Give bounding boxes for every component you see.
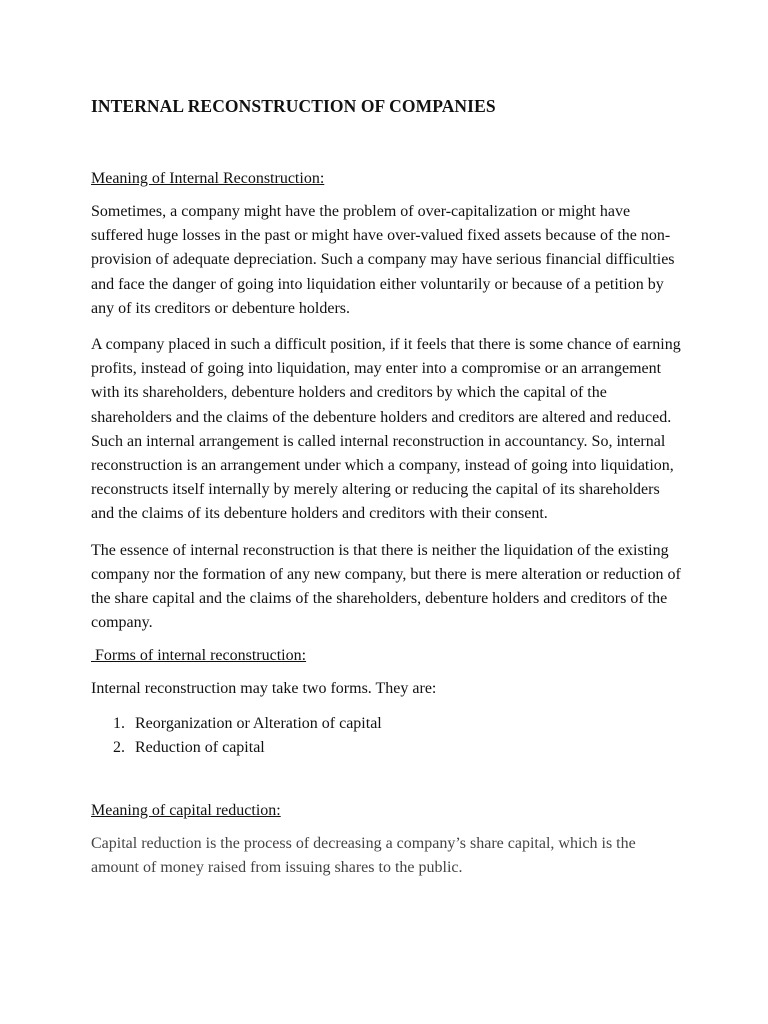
forms-intro: Internal reconstruction may take two forms. They are:: [91, 680, 437, 698]
list-item-number: 1.: [113, 714, 125, 732]
meaning-heading: Meaning of Internal Reconstruction:: [91, 170, 325, 187]
capital-reduction-heading: Meaning of capital reduction:: [91, 801, 281, 819]
list-item-text: Reorganization or Alteration of capital: [135, 714, 382, 732]
list-item-text: Reduction of capital: [135, 738, 265, 756]
forms-list: [91, 712, 688, 760]
list-item-number: 2.: [113, 738, 125, 756]
capital-reduction-paragraph: Capital reduction is the process of decreasing a company’s share capital, which is the amount of money raised from issuing shares to the public.: [91, 834, 636, 876]
meaning-paragraph-3: The essence of internal reconstruction is that there is neither the liquidation of the existing company nor the formation of any new company, but there is mere alteration or reduction of the share capital and the claims of the shareholders, debenture holders and creditors of the company.: [91, 541, 681, 632]
document-title: INTERNAL RECONSTRUCTION OF COMPANIES: [91, 96, 496, 116]
list-item: [91, 736, 688, 760]
forms-heading: Forms of internal reconstruction:: [91, 647, 307, 665]
meaning-paragraph-2: A company placed in such a difficult position, if it feels that there is some chance of earning profits, instead of going into liquidation, may enter into a compromise or an arrangement with its shareholders, debenture holders and creditors by which the capital of the shareholders and the claims of the debenture holders and creditors are altered and reduced. Such an internal arrangement is called internal reconstruction in accountancy. So, internal reconstruction is an arrangement under which a company, instead of going into liquidation, reconstructs itself internally by merely altering or reducing the capital of its shareholders and the claims of its debenture holders and creditors with their consent.: [91, 336, 681, 523]
meaning-paragraph-1: Sometimes, a company might have the problem of over-capitalization or might have suffered huge losses in the past or might have over-valued fixed assets because of the non-provision of adequate depreciation. Such a company may have serious financial difficulties and face the danger of going into liquidation either voluntarily or because of a petition by any of its creditors or debenture holders.: [91, 203, 675, 317]
list-item: [91, 712, 688, 736]
